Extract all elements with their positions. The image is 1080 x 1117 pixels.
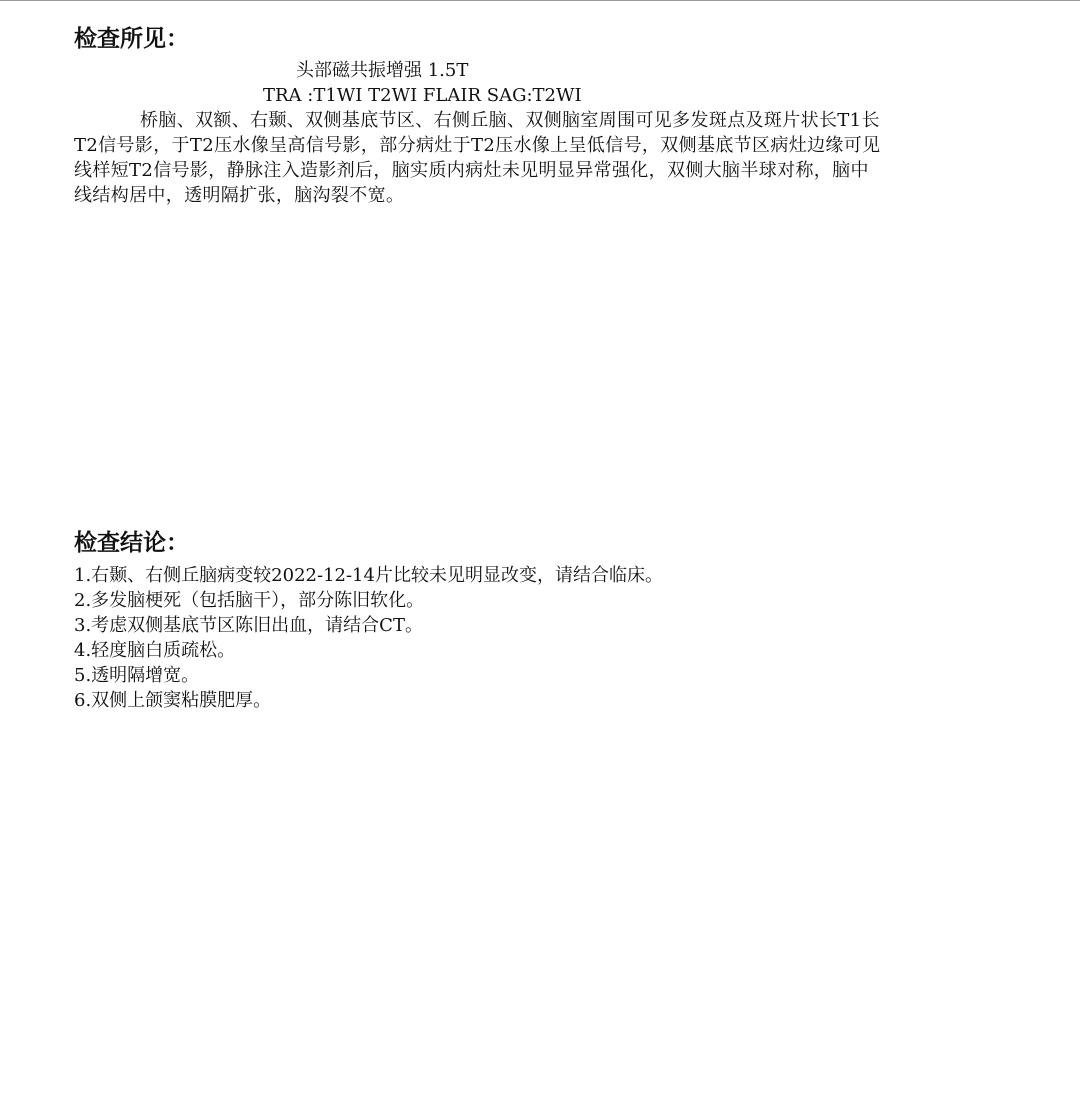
findings-line: T2信号影，于T2压水像呈高信号影，部分病灶于T2压水像上呈低信号，双侧基底节区病灶边缘可见	[74, 135, 881, 156]
findings-paragraph	[74, 108, 1034, 208]
conclusion-item: 3.考虑双侧基底节区陈旧出血，请结合CT。	[74, 615, 423, 636]
sequence-list: TRA :T1WI T2WI FLAIR SAG:T2WI	[263, 85, 582, 106]
conclusion-item: 2.多发脑梗死（包括脑干），部分陈旧软化。	[74, 590, 425, 611]
conclusion-item: 1.右颞、右侧丘脑病变较2022-12-14片比较未见明显改变，请结合临床。	[74, 565, 663, 586]
findings-line: 桥脑、双额、右颞、双侧基底节区、右侧丘脑、双侧脑室周围可见多发斑点及斑片状长T1长	[140, 110, 880, 131]
top-border-line	[0, 0, 1080, 1]
conclusion-item: 6.双侧上颌窦粘膜肥厚。	[74, 690, 272, 711]
exam-title: 头部磁共振增强 1.5T	[296, 60, 469, 81]
conclusion-heading: 检查结论：	[74, 530, 189, 556]
conclusion-item: 5.透明隔增宽。	[74, 665, 200, 686]
conclusion-item: 4.轻度脑白质疏松。	[74, 640, 236, 661]
conclusion-list	[74, 563, 663, 713]
findings-line: 线样短T2信号影，静脉注入造影剂后，脑实质内病灶未见明显异常强化，双侧大脑半球对称，脑中	[74, 160, 869, 181]
findings-line: 线结构居中，透明隔扩张，脑沟裂不宽。	[74, 185, 405, 206]
findings-heading: 检查所见：	[74, 26, 189, 52]
